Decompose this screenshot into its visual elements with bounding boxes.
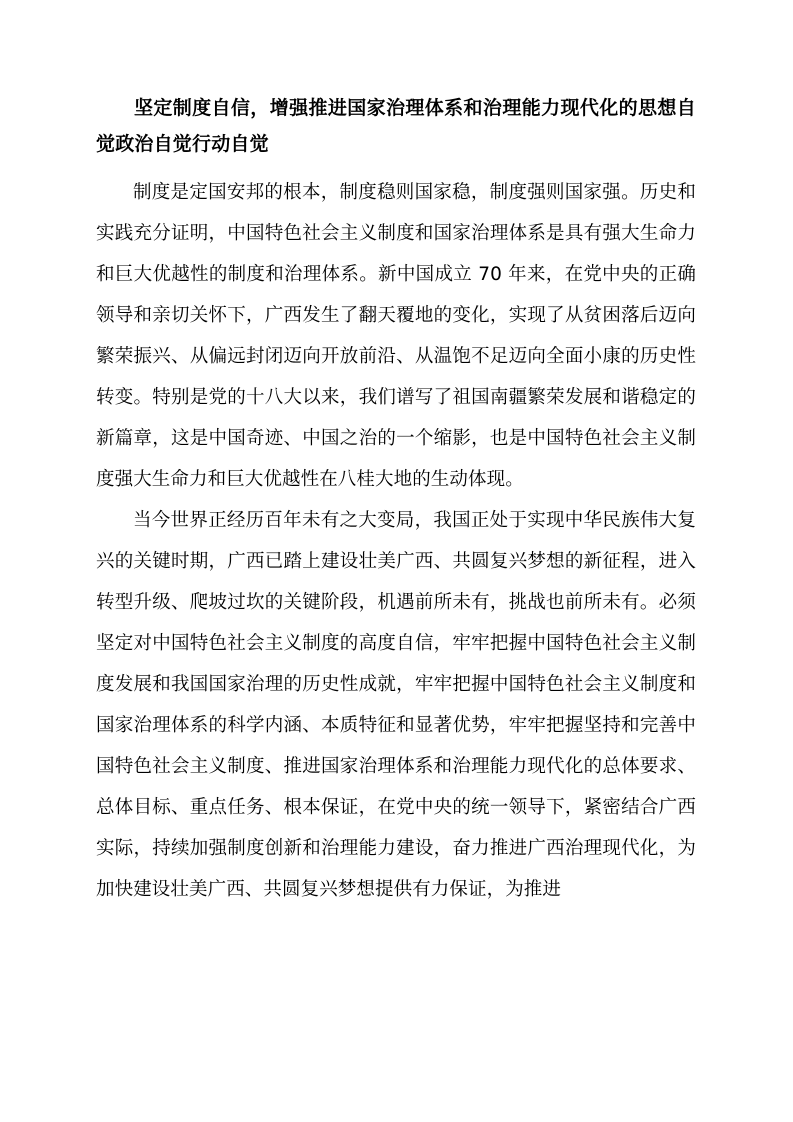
page-title: 坚定制度自信，增强推进国家治理体系和治理能力现代化的思想自觉政治自觉行动自觉 bbox=[96, 97, 696, 155]
paragraph-2: 当今世界正经历百年未有之大变局，我国正处于实现中华民族伟大复兴的关键时期，广西已踏上建设壮美广西、共圆复兴梦想的新征程，进入转型升级、爬坡过坎的关键阶段，机遇前所未有，挑战也前所未有。必须坚定对中国特色社会主义制度的高度自信，牢牢把握中国特色社会主义制度发展和我国国家治理的历史性成就，牢牢把握中国特色社会主义制度和国家治理体系的科学内涵、本质特征和显著优势，牢牢把握坚持和完善中国特色社会主义制度、推进国家治理体系和治理能力现代化的总体要求、总体目标、重点任务、根本保证，在党中央的统一领导下，紧密结合广西实际，持续加强制度创新和治理能力建设，奋力推进广西治理现代化，为加快建设壮美广西、共圆复兴梦想提供有力保证，为推进 bbox=[96, 510, 696, 900]
document-body bbox=[96, 90, 696, 910]
paragraph-1: 制度是定国安邦的根本，制度稳则国家稳，制度强则国家强。历史和实践充分证明，中国特色社会主义制度和国家治理体系是具有强大生命力和巨大优越性的制度和治理体系。新中国成立 70 年来，在党中央的正确领导和亲切关怀下，广西发生了翻天覆地的变化，实现了从贫困落后迈向繁荣振兴、从偏远封闭迈向开放前沿、从温饱不足迈向全面小康的历史性转变。特别是党的十八大以来，我们谱写了祖国南疆繁荣发展和谐稳定的新篇章，这是中国奇迹、中国之治的一个缩影，也是中国特色社会主义制度强大生命力和巨大优越性在八桂大地的生动体现。 bbox=[96, 182, 696, 490]
